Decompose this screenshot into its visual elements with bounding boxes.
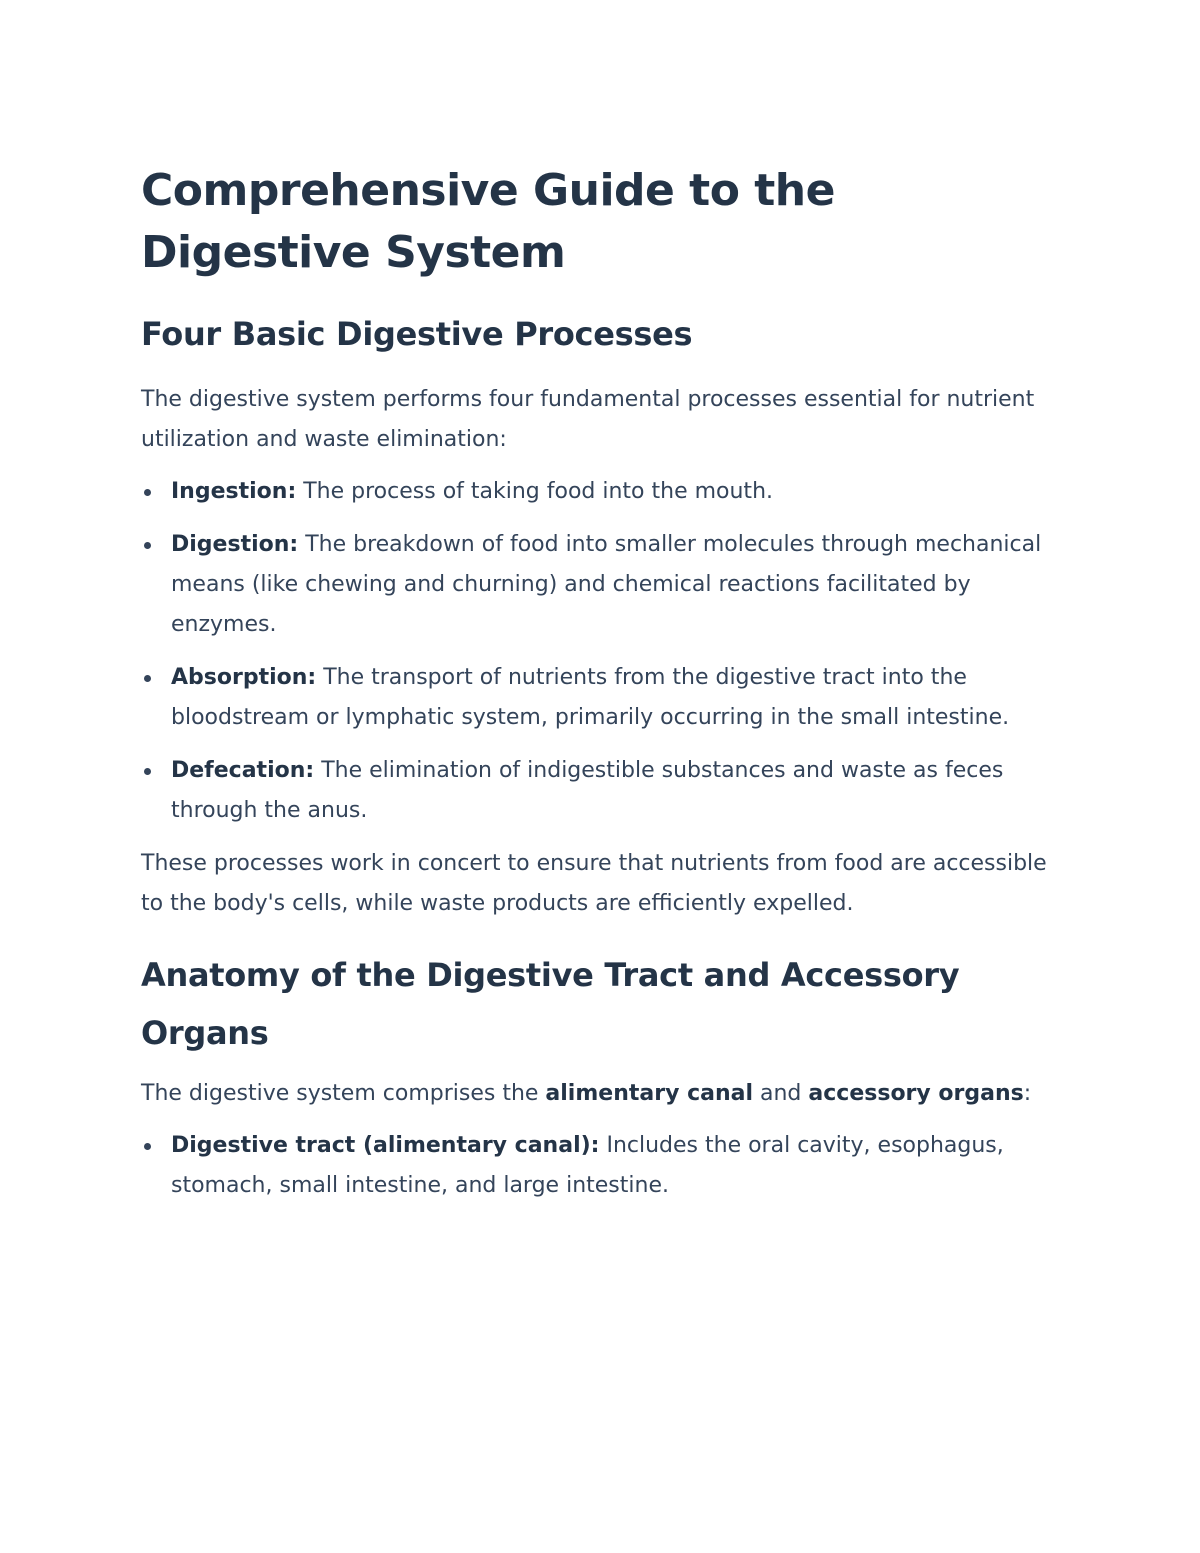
intro-term-accessory-organs: accessory organs [808,1081,1024,1106]
list-item-digestion [141,525,1061,645]
list-item-term: Digestive tract (alimentary canal): [171,1133,600,1158]
bullet-icon [144,542,151,549]
list-item-term: Digestion: [171,532,299,557]
bullet-icon [144,768,151,775]
list-item-defecation [141,751,1061,831]
section-heading-processes: Four Basic Digestive Processes [141,315,693,353]
bullet-icon [144,1143,151,1150]
list-item-text: The transport of nutrients from the digestive tract into the bloodstream or lymphatic system, primarily occurring in the small intestine. [171,665,1010,730]
list-item-term: Ingestion: [171,479,297,504]
list-item-term: Defecation: [171,758,315,783]
process-list [141,472,1061,831]
section-closing-processes: These processes work in concert to ensure that nutrients from food are accessible to the body's cells, while waste products are efficiently expelled. [141,851,1047,916]
list-item-digestive-tract [141,1126,1061,1206]
bullet-icon [144,675,151,682]
list-item-text: The elimination of indigestible substances and waste as feces through the anus. [171,758,1004,823]
list-item-term: Absorption: [171,665,317,690]
bullet-icon [144,489,151,496]
intro-text-end: : [1023,1081,1032,1106]
page-title: Comprehensive Guide to the Digestive System [141,165,835,278]
intro-term-alimentary-canal: alimentary canal [545,1081,754,1106]
document-page [141,160,1061,1219]
list-item-text: Includes the oral cavity, esophagus, stomach, small intestine, and large intestine. [171,1133,1004,1198]
list-item-text: The breakdown of food into smaller molecules through mechanical means (like chewing and churning) and chemical reactions facilitated by enzymes. [171,532,1042,637]
section-heading-anatomy: Anatomy of the Digestive Tract and Accessory Organs [141,956,960,1052]
intro-text-start: The digestive system comprises the [141,1081,546,1106]
intro-text-mid: and [753,1081,809,1106]
section-intro-anatomy [141,1074,1061,1114]
list-item-text: The process of taking food into the mouth. [296,479,773,504]
list-item-ingestion [141,472,1061,512]
section-intro-processes: The digestive system performs four fundamental processes essential for nutrient utilization and waste elimination: [141,387,1035,452]
list-item-absorption [141,658,1061,738]
anatomy-list [141,1126,1061,1206]
